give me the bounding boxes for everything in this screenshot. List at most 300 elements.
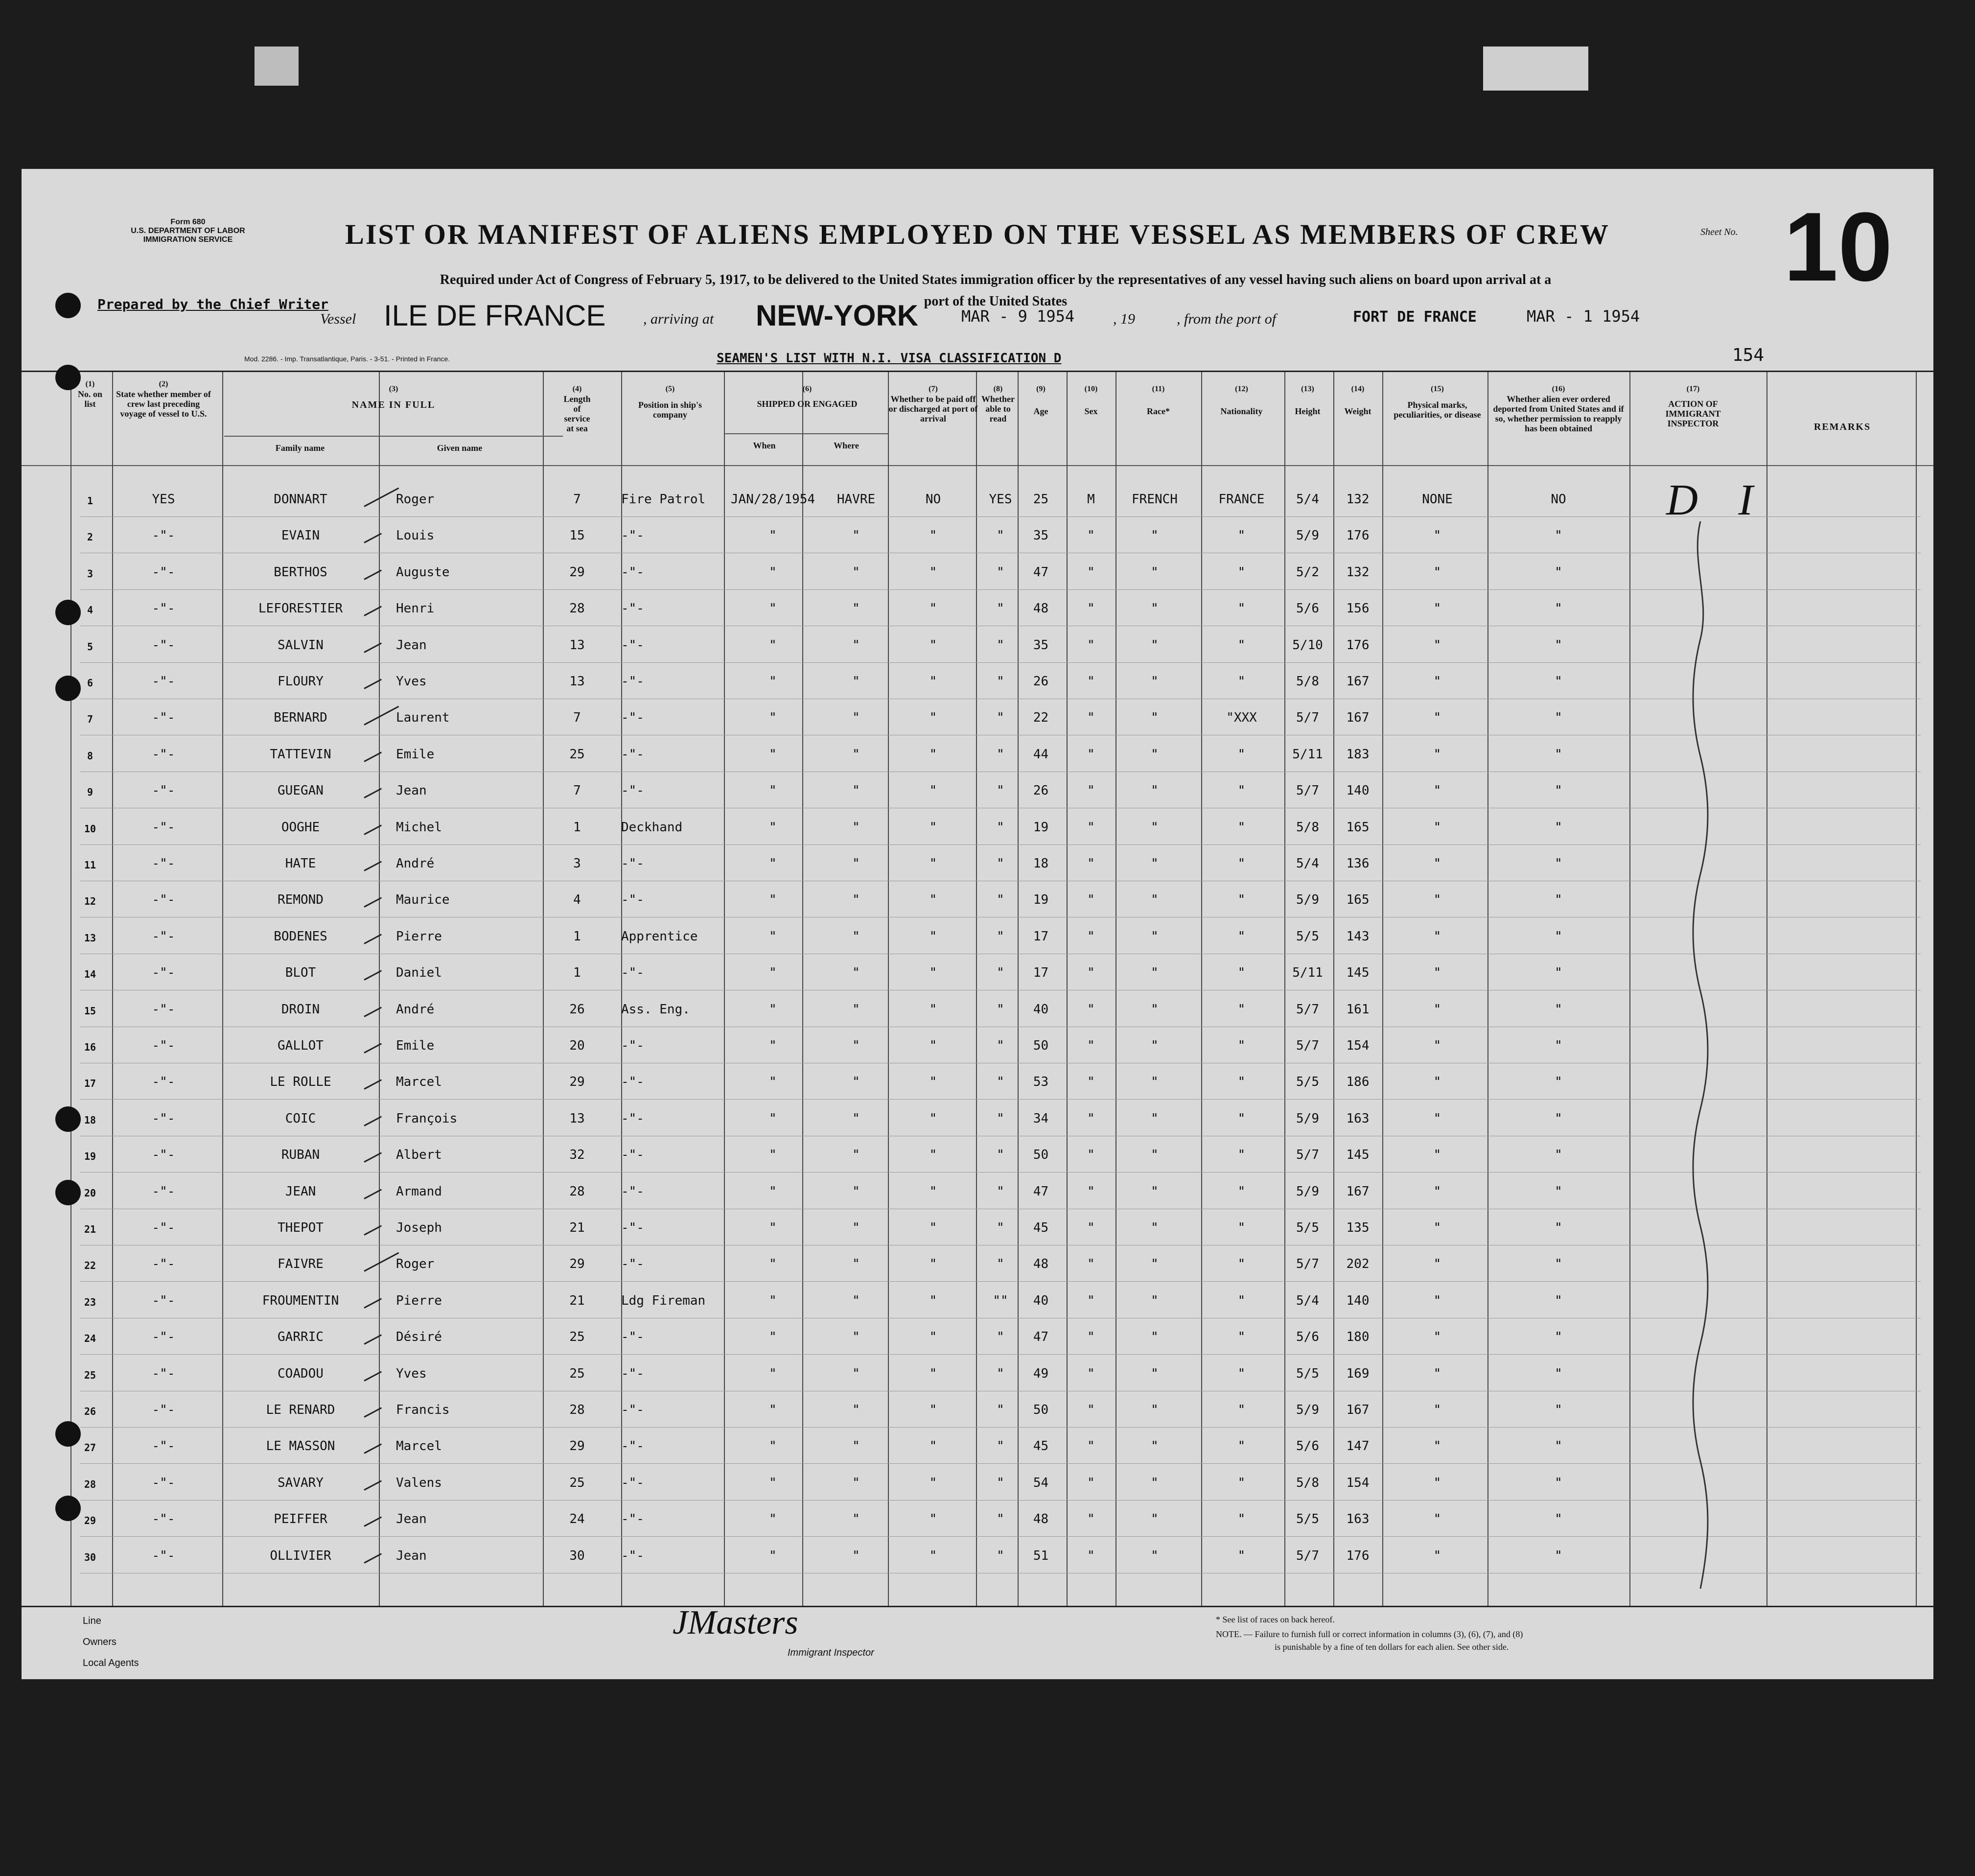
cell-race: " — [1151, 1148, 1159, 1163]
cell-where: " — [852, 637, 860, 653]
cell-wt: 167 — [1346, 710, 1370, 726]
cell-where: " — [852, 929, 860, 944]
cell-no: 30 — [84, 1551, 96, 1563]
cell-phys: " — [1433, 564, 1441, 580]
form-service: IMMIGRATION SERVICE — [143, 235, 233, 244]
cell-read: " — [997, 783, 1004, 798]
cell-wt: 167 — [1346, 674, 1370, 689]
cell-family: COADOU — [278, 1366, 324, 1381]
column-rule — [1916, 372, 1917, 1606]
cell-phys: " — [1433, 1548, 1441, 1563]
cell-wt: 165 — [1346, 820, 1370, 835]
cell-prev: -"- — [152, 1220, 175, 1235]
fine-note-1: NOTE. — Failure to furnish full or correct information in columns (3), (6), (7), and (8) — [1216, 1629, 1523, 1639]
cell-age: 44 — [1033, 747, 1049, 762]
cell-given: Yves — [396, 674, 427, 689]
cell-phys: " — [1433, 820, 1441, 835]
column-rule — [1382, 372, 1383, 1606]
cell-sex: " — [1087, 564, 1095, 580]
cell-family: OLLIVIER — [270, 1548, 331, 1563]
cell-paid: " — [929, 1366, 937, 1381]
cell-paid: " — [929, 1002, 937, 1017]
cell-sex: " — [1087, 528, 1095, 543]
cell-len: 13 — [569, 674, 585, 689]
departure-date: MAR - 1 1954 — [1527, 307, 1640, 326]
cell-no: 29 — [84, 1515, 96, 1527]
cell-wt: 135 — [1346, 1220, 1370, 1235]
cell-family: BODENES — [274, 929, 327, 944]
cell-read: " — [997, 892, 1004, 908]
cell-prev: -"- — [152, 1184, 175, 1199]
cell-prev: -"- — [152, 637, 175, 653]
cell-read: " — [997, 674, 1004, 689]
cell-race: " — [1151, 1111, 1159, 1126]
cell-nat: " — [1237, 1330, 1246, 1345]
cell-where: " — [852, 1403, 860, 1417]
cell-read: " — [997, 1548, 1004, 1563]
col-header-nationality — [1201, 384, 1282, 416]
cell-no: 7 — [87, 713, 93, 726]
cell-race: " — [1151, 1293, 1159, 1308]
cell-len: 20 — [569, 1038, 585, 1053]
cell-when: " — [769, 637, 777, 653]
cell-when: " — [769, 1293, 777, 1308]
cell-dep: " — [1555, 1439, 1562, 1454]
row-rule — [80, 844, 1921, 845]
col-header-paid-off — [888, 384, 978, 423]
cell-family: BERTHOS — [274, 564, 327, 580]
cell-no: 25 — [84, 1369, 96, 1381]
column-rule — [724, 372, 725, 1606]
cell-no: 13 — [84, 932, 96, 944]
page-number: 154 — [1732, 345, 1765, 365]
cell-no: 24 — [84, 1333, 96, 1345]
col-header-read — [978, 384, 1018, 423]
cell-read: " — [997, 1111, 1004, 1126]
cell-nat: " — [1237, 783, 1246, 798]
cell-wt: 132 — [1346, 564, 1370, 580]
cell-dep: " — [1555, 1002, 1562, 1017]
cell-prev: -"- — [152, 1148, 175, 1163]
cell-wt: 202 — [1346, 1257, 1370, 1272]
col-title-15: Physical marks, peculiarities, or disease — [1394, 400, 1481, 420]
cell-pos: -"- — [621, 1038, 644, 1053]
cell-wt: 176 — [1346, 1548, 1370, 1563]
cell-no: 20 — [84, 1187, 96, 1199]
column-rule — [1629, 372, 1630, 1606]
cell-age: 40 — [1033, 1293, 1049, 1308]
paper-tab-left — [255, 47, 299, 86]
cell-when: JAN/28/1954 — [730, 492, 815, 507]
cell-ht: 5/6 — [1296, 1439, 1319, 1454]
cell-len: 7 — [573, 492, 581, 507]
sheet-number-label: Sheet No. — [1700, 227, 1738, 237]
cell-pos: -"- — [621, 1548, 644, 1563]
cell-read: " — [997, 820, 1004, 835]
cell-family: BERNARD — [274, 710, 327, 726]
cell-paid: " — [929, 1293, 937, 1308]
cell-paid: " — [929, 1439, 937, 1454]
cell-when: " — [769, 1220, 777, 1235]
cell-given: Emile — [396, 747, 435, 762]
vessel-label: Vessel — [320, 311, 356, 327]
cell-family: GALLOT — [278, 1038, 324, 1053]
col-title-8: Whether able to read — [981, 394, 1015, 423]
year-label: , 19 — [1113, 311, 1135, 327]
cell-len: 1 — [573, 820, 581, 835]
cell-read: " — [997, 1220, 1004, 1235]
cell-len: 7 — [573, 710, 581, 726]
col-header-given-name: Given name — [437, 443, 483, 453]
cell-sex: " — [1087, 929, 1095, 944]
col-title-5: Position in ship's company — [638, 400, 702, 420]
cell-paid: " — [929, 637, 937, 653]
cell-ht: 5/6 — [1296, 1330, 1319, 1345]
cell-prev: -"- — [152, 710, 175, 726]
col-num-16: (16) — [1552, 385, 1565, 393]
col-num-14: (14) — [1351, 385, 1365, 393]
cell-race: " — [1151, 1330, 1159, 1345]
cell-paid: " — [929, 1184, 937, 1199]
cell-race: " — [1151, 856, 1159, 871]
column-rule — [1766, 372, 1767, 1606]
cell-no: 14 — [84, 968, 96, 981]
cell-pos: -"- — [621, 1257, 644, 1272]
cell-when: " — [769, 856, 777, 871]
cell-nat: " — [1237, 929, 1246, 944]
cell-pos: Deckhand — [621, 820, 683, 835]
cell-wt: 145 — [1346, 965, 1370, 981]
cell-no: 8 — [87, 750, 93, 762]
row-rule — [80, 1536, 1921, 1537]
cell-family: LE ROLLE — [270, 1075, 331, 1090]
cell-sex: " — [1087, 1439, 1095, 1454]
cell-nat: " — [1237, 1002, 1246, 1017]
punch-hole — [55, 293, 81, 318]
cell-given: Jean — [396, 1548, 427, 1563]
cell-phys: " — [1433, 965, 1441, 981]
cell-dep: " — [1555, 856, 1562, 871]
cell-when: " — [769, 1366, 777, 1381]
column-rule — [1201, 372, 1202, 1606]
cell-family: THEPOT — [278, 1220, 324, 1235]
cell-dep: " — [1555, 783, 1562, 798]
cell-race: " — [1151, 674, 1159, 689]
cell-prev: -"- — [152, 1439, 175, 1454]
cell-sex: " — [1087, 1075, 1095, 1090]
cell-prev: -"- — [152, 564, 175, 580]
cell-sex: " — [1087, 1111, 1095, 1126]
cell-phys: " — [1433, 1403, 1441, 1417]
row-rule — [80, 1354, 1921, 1355]
cell-prev: -"- — [152, 601, 175, 616]
cell-age: 22 — [1033, 710, 1049, 726]
col-title-9: Age — [1033, 406, 1048, 416]
cell-ht: 5/9 — [1296, 1184, 1319, 1199]
cell-no: 2 — [87, 531, 93, 543]
cell-dep: " — [1555, 1148, 1562, 1163]
cell-race: " — [1151, 1475, 1159, 1490]
cell-pos: -"- — [621, 1366, 644, 1381]
cell-prev: -"- — [152, 1075, 175, 1090]
column-rule — [1018, 372, 1019, 1606]
cell-family: TATTEVIN — [270, 747, 331, 762]
cell-dep: " — [1555, 820, 1562, 835]
required-line-2: port of the United States — [924, 294, 1068, 309]
cell-nat: " — [1237, 1257, 1246, 1272]
cell-sex: " — [1087, 1220, 1095, 1235]
cell-dep: " — [1555, 674, 1562, 689]
cell-when: " — [769, 820, 777, 835]
cell-phys: " — [1433, 1002, 1441, 1017]
races-note: * See list of races on back hereof. — [1216, 1615, 1335, 1624]
cell-no: 26 — [84, 1406, 96, 1417]
cell-given: Jean — [396, 783, 427, 798]
column-rule — [1333, 372, 1334, 1606]
cell-dep: " — [1555, 1075, 1562, 1090]
cell-prev: -"- — [152, 1257, 175, 1272]
cell-when: " — [769, 1075, 777, 1090]
cell-given: Valens — [396, 1475, 442, 1490]
col-title-13: Height — [1295, 406, 1321, 416]
col-num-8: (8) — [993, 385, 1003, 393]
cell-read: " — [997, 637, 1004, 653]
cell-sex: " — [1087, 1257, 1095, 1272]
cell-nat: " — [1237, 564, 1246, 580]
cell-race: " — [1151, 892, 1159, 908]
cell-paid: NO — [925, 492, 941, 507]
cell-len: 25 — [569, 747, 585, 762]
cell-len: 30 — [569, 1548, 585, 1563]
punch-hole — [55, 676, 81, 701]
cell-race: " — [1151, 1403, 1159, 1417]
cell-pos: -"- — [621, 601, 644, 616]
cell-paid: " — [929, 528, 937, 543]
cell-race: " — [1151, 637, 1159, 653]
cell-pos: Fire Patrol — [621, 492, 706, 507]
cell-no: 16 — [84, 1041, 96, 1053]
owners-label: Owners — [83, 1637, 116, 1647]
cell-prev: -"- — [152, 1366, 175, 1381]
cell-age: 34 — [1033, 1111, 1049, 1126]
cell-prev: -"- — [152, 1293, 175, 1308]
required-line-1: Required under Act of Congress of February 5, 1917, to be delivered to the United States immigration officer by the representatives of any vessel having such aliens on board upon arrival at a — [440, 272, 1552, 287]
cell-prev: -"- — [152, 1548, 175, 1563]
cell-phys: " — [1433, 1439, 1441, 1454]
arrival-port: NEW-YORK — [756, 299, 919, 332]
cell-when: " — [769, 528, 777, 543]
col-num-4: (4) — [572, 385, 582, 393]
cell-given: Laurent — [396, 710, 450, 726]
cell-sex: " — [1087, 1293, 1095, 1308]
column-rule — [976, 372, 977, 1606]
cell-age: 49 — [1033, 1366, 1049, 1381]
column-rule — [621, 372, 622, 1606]
col-header-length — [545, 384, 609, 433]
column-rule — [1284, 372, 1285, 1606]
cell-race: " — [1151, 1257, 1159, 1272]
form-number: Form 680 — [170, 218, 206, 226]
cell-read: " — [997, 856, 1004, 871]
seamen-list-heading: SEAMEN'S LIST WITH N.I. VISA CLASSIFICATION D — [717, 351, 1062, 366]
cell-paid: " — [929, 674, 937, 689]
cell-nat: " — [1237, 1548, 1246, 1563]
row-rule — [80, 1099, 1921, 1100]
cell-family: BLOT — [285, 965, 316, 981]
cell-read: " — [997, 1075, 1004, 1090]
cell-sex: " — [1087, 1002, 1095, 1017]
cell-nat: " — [1237, 674, 1246, 689]
cell-read: " — [997, 1403, 1004, 1417]
cell-dep: " — [1555, 1548, 1562, 1563]
cell-phys: " — [1433, 1148, 1441, 1163]
cell-read: " — [997, 1038, 1004, 1053]
cell-family: FROUMENTIN — [262, 1293, 339, 1308]
cell-read: " — [997, 747, 1004, 762]
cell-where: " — [852, 1220, 860, 1235]
cell-wt: 132 — [1346, 492, 1370, 507]
cell-race: " — [1151, 965, 1159, 981]
col-header-family-name: Family name — [275, 443, 325, 453]
cell-phys: " — [1433, 1220, 1441, 1235]
col-header-physical — [1387, 384, 1487, 420]
cell-pos: -"- — [621, 528, 644, 543]
cell-nat: " — [1237, 747, 1246, 762]
cell-family: EVAIN — [281, 528, 320, 543]
col-num-2: (2) — [159, 380, 168, 388]
cell-ht: 5/6 — [1296, 601, 1319, 616]
col-title-16: Whether alien ever ordered deported from United States and if so, whether permission to reapply has been obtained — [1493, 394, 1624, 433]
cell-family: GARRIC — [278, 1330, 324, 1345]
cell-nat: " — [1237, 1038, 1246, 1053]
col-header-position — [624, 384, 717, 420]
cell-phys: " — [1433, 1512, 1441, 1527]
col-header-when: When — [753, 441, 776, 450]
cell-phys: " — [1433, 929, 1441, 944]
cell-where: " — [852, 1475, 860, 1490]
cell-sex: " — [1087, 1475, 1095, 1490]
local-agents-label: Local Agents — [83, 1658, 139, 1668]
cell-phys: " — [1433, 1330, 1441, 1345]
cell-len: 7 — [573, 783, 581, 798]
cell-no: 5 — [87, 640, 93, 653]
cell-paid: " — [929, 1257, 937, 1272]
cell-no: 28 — [84, 1478, 96, 1490]
cell-dep: " — [1555, 1403, 1562, 1417]
form-department: U.S. DEPARTMENT OF LABOR — [131, 227, 245, 235]
col-title-3: NAME IN FULL — [351, 399, 436, 410]
cell-wt: 165 — [1346, 892, 1370, 908]
cell-pos: -"- — [621, 892, 644, 908]
cell-where: " — [852, 1366, 860, 1381]
cell-len: 1 — [573, 965, 581, 981]
cell-family: LE MASSON — [266, 1439, 335, 1454]
cell-no: 3 — [87, 567, 93, 580]
arrival-date: MAR - 9 1954 — [961, 307, 1075, 326]
cell-given: Auguste — [396, 564, 450, 580]
cell-given: Louis — [396, 528, 435, 543]
cell-read: " — [997, 1475, 1004, 1490]
column-rule — [802, 372, 803, 1606]
cell-read: " — [997, 601, 1004, 616]
cell-family: DONNART — [274, 492, 327, 507]
cell-no: 11 — [84, 859, 96, 871]
cell-age: 51 — [1033, 1548, 1049, 1563]
cell-len: 29 — [569, 1439, 585, 1454]
col-header-no — [75, 379, 105, 409]
cell-dep: " — [1555, 601, 1562, 616]
cell-when: " — [769, 783, 777, 798]
cell-age: 48 — [1033, 1257, 1049, 1272]
cell-race: " — [1151, 1038, 1159, 1053]
column-rule — [543, 372, 544, 1606]
manifest-sheet — [22, 169, 1933, 1679]
cell-when: " — [769, 1548, 777, 1563]
cell-family: HATE — [285, 856, 316, 871]
cell-sex: " — [1087, 783, 1095, 798]
cell-paid: " — [929, 856, 937, 871]
cell-given: Pierre — [396, 1293, 442, 1308]
row-rule — [80, 1500, 1921, 1501]
cell-nat: " — [1237, 1075, 1246, 1090]
cell-where: " — [852, 564, 860, 580]
cell-ht: 5/11 — [1292, 965, 1323, 981]
col-title-11: Race* — [1147, 406, 1170, 416]
cell-len: 29 — [569, 1075, 585, 1090]
cell-no: 19 — [84, 1150, 96, 1163]
row-rule — [80, 1427, 1921, 1428]
arriving-label: , arriving at — [643, 311, 714, 327]
cell-pos: Ldg Fireman — [621, 1293, 706, 1308]
cell-read: " — [997, 710, 1004, 726]
cell-race: " — [1151, 747, 1159, 762]
cell-wt: 169 — [1346, 1366, 1370, 1381]
cell-paid: " — [929, 1330, 937, 1345]
cell-pos: -"- — [621, 1439, 644, 1454]
column-rule — [1487, 372, 1488, 1606]
cell-paid: " — [929, 1148, 937, 1163]
cell-family: GUEGAN — [278, 783, 324, 798]
cell-nat: " — [1237, 1512, 1246, 1527]
cell-wt: 163 — [1346, 1512, 1370, 1527]
cell-given: Henri — [396, 601, 435, 616]
cell-paid: " — [929, 892, 937, 908]
cell-given: Joseph — [396, 1220, 442, 1235]
cell-dep: " — [1555, 1475, 1562, 1490]
cell-where: " — [852, 528, 860, 543]
printer-imprint: Mod. 2286. - Imp. Transatlantique, Paris. - 3-51. - Printed in France. — [244, 355, 450, 363]
col-header-shipped — [726, 384, 888, 409]
cell-len: 29 — [569, 1257, 585, 1272]
cell-wt: 140 — [1346, 1293, 1370, 1308]
cell-wt: 154 — [1346, 1475, 1370, 1490]
cell-when: " — [769, 1439, 777, 1454]
col-header-where: Where — [834, 441, 859, 450]
cell-read: " — [997, 1330, 1004, 1345]
cell-where: " — [852, 783, 860, 798]
cell-prev: -"- — [152, 1038, 175, 1053]
row-rule — [80, 1281, 1921, 1282]
cell-len: 21 — [569, 1220, 585, 1235]
cell-wt: 186 — [1346, 1075, 1370, 1090]
cell-len: 25 — [569, 1475, 585, 1490]
cell-sex: " — [1087, 1512, 1095, 1527]
column-rule — [379, 372, 380, 1606]
cell-no: 9 — [87, 786, 93, 798]
punch-hole — [55, 600, 81, 625]
cell-sex: " — [1087, 1148, 1095, 1163]
cell-pos: -"- — [621, 1475, 644, 1490]
